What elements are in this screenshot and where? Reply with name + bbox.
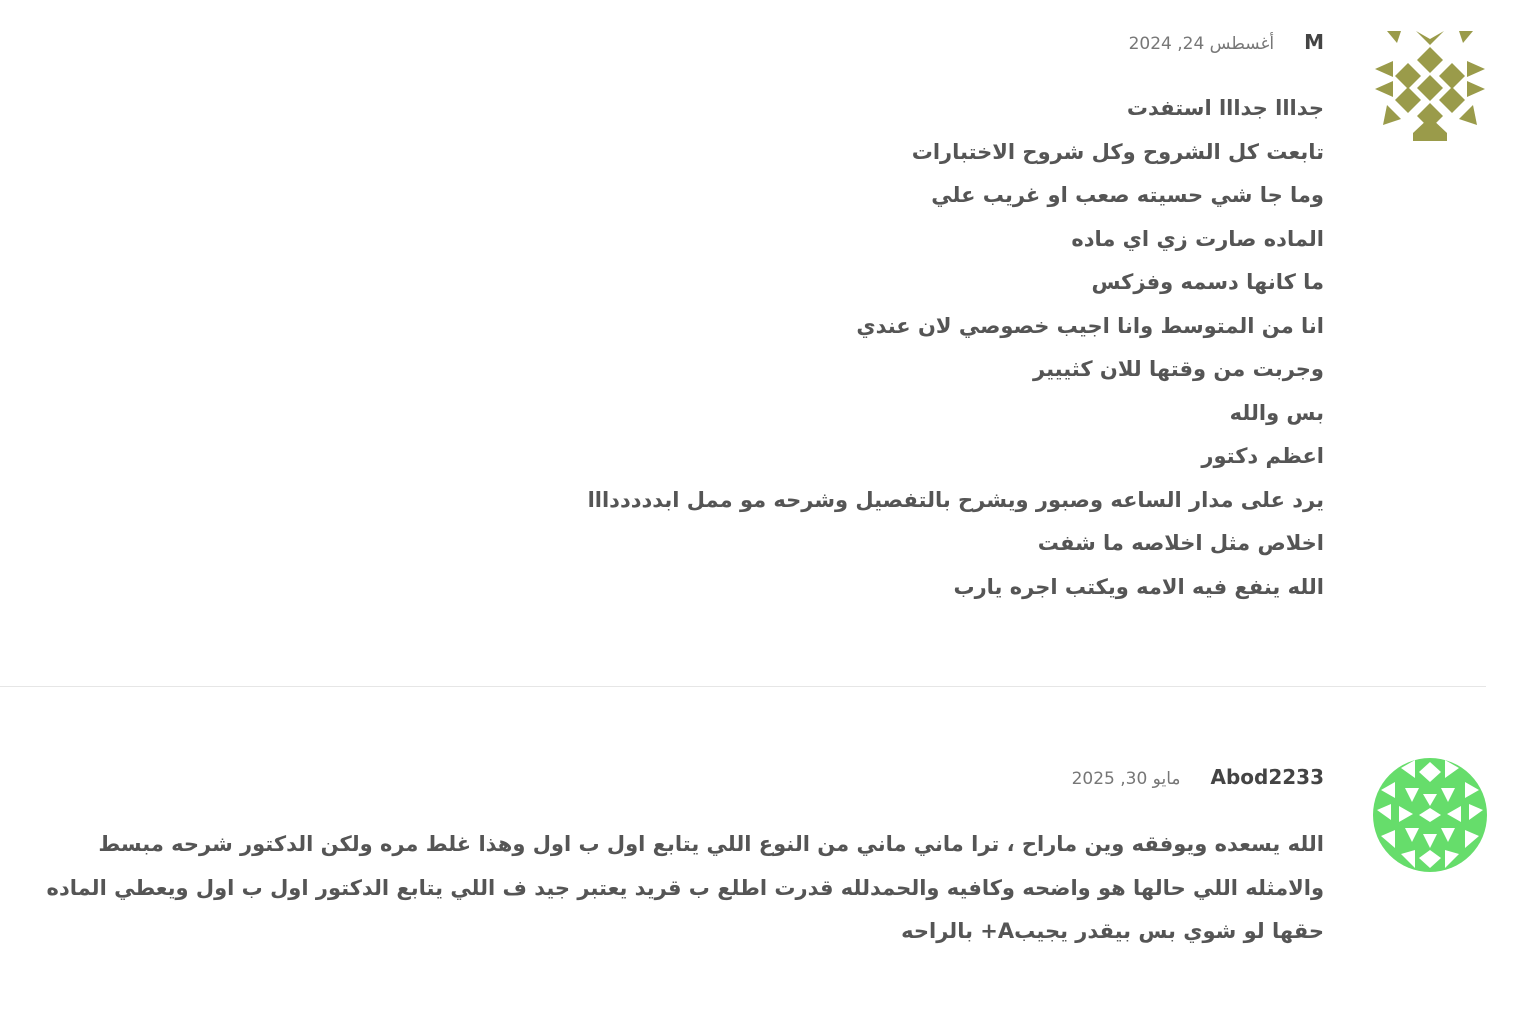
comment-date[interactable]: مايو 30, 2025 bbox=[1071, 769, 1181, 789]
comment-line: تابعت كل الشروح وكل شروح الاختبارات bbox=[911, 139, 1324, 164]
comment-line: اخلاص مثل اخلاصه ما شفت bbox=[1037, 531, 1324, 555]
comment-author[interactable]: M bbox=[1304, 30, 1324, 54]
comment-body: الله يسعده ويوفقه وين ماراح ، ترا ماني ماني من النوع اللي يتابع اول ب اول وهذا غلط مره ولكن الدكتور شرحه مبسط والامثله اللي حالها هو واضحه وكافيه والحمدلله قدرت اطلع ب قريد يعتبر جيد ف اللي يتابع الدكتور اول ب اول ويعطي الماده حقها لو شوي بس بيقدر يجيبA+ بالراحه bbox=[46, 832, 1324, 943]
comment-line: الماده صارت زي اي ماده bbox=[1071, 226, 1324, 251]
comment-line: وجربت من وقتها للان كثييير bbox=[1033, 357, 1324, 381]
comment-date[interactable]: أغسطس 24, 2024 bbox=[1128, 34, 1275, 54]
comment-line: يرد على مدار الساعه وصبور ويشرح بالتفصيل وشرحه مو ممل ابدددددااا bbox=[587, 487, 1324, 512]
identicon-pattern bbox=[1375, 31, 1485, 141]
comment-meta bbox=[1129, 30, 1324, 54]
avatar[interactable] bbox=[1373, 29, 1487, 143]
comment-meta bbox=[1072, 765, 1324, 789]
comment-line: الله ينفع فيه الامه ويكتب اجره يارب bbox=[953, 574, 1324, 599]
comment-line: بس والله bbox=[1229, 400, 1324, 425]
avatar[interactable] bbox=[1373, 758, 1487, 872]
comment-author[interactable]: Abod2233 bbox=[1210, 765, 1324, 789]
comment-divider bbox=[0, 686, 1486, 687]
comment-body bbox=[588, 87, 1324, 609]
comment-line: وما جا شي حسيته صعب او غريب علي bbox=[931, 183, 1324, 207]
comment-line: اعظم دكتور bbox=[1201, 444, 1324, 468]
comment-line: انا من المتوسط وانا اجيب خصوصي لان عندي bbox=[856, 313, 1324, 338]
comment-line: ما كانها دسمه وفزكس bbox=[1091, 270, 1324, 294]
comment-line: جدااا جدااا استفدت bbox=[1126, 96, 1324, 120]
